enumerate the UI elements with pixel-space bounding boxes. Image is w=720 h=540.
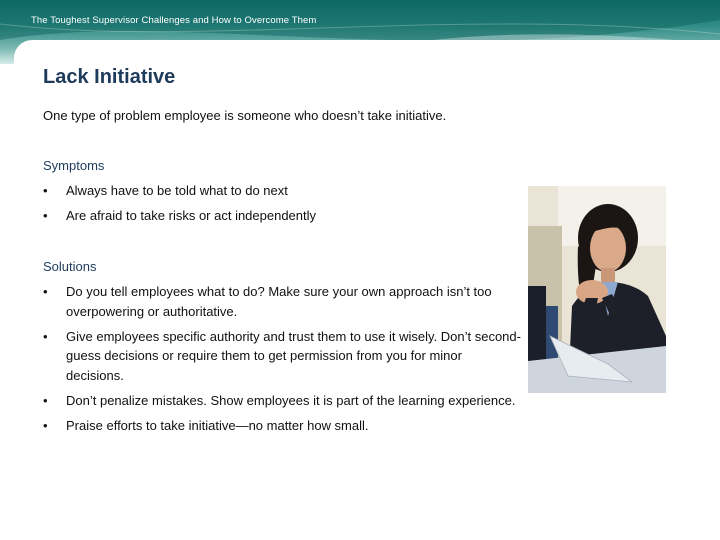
list-item bbox=[43, 391, 521, 411]
bullet-icon: • bbox=[43, 284, 48, 299]
woman-at-desk-photo bbox=[528, 186, 666, 393]
bullet-icon: • bbox=[43, 208, 48, 223]
symptoms-list bbox=[43, 181, 521, 231]
solution-text: Give employees specific authority and trust them to use it wisely. Don’t second-guess decisions or require them to get permission from you for minor decisions. bbox=[66, 328, 521, 383]
list-item bbox=[43, 181, 521, 201]
bullet-icon: • bbox=[43, 417, 48, 433]
slide-title: Lack Initiative bbox=[43, 66, 176, 88]
list-item bbox=[43, 327, 521, 386]
solution-text: Do you tell employees what to do? Make sure your own approach isn’t too overpowering or authoritative. bbox=[66, 284, 492, 319]
solutions-heading: Solutions bbox=[43, 259, 97, 274]
solutions-list bbox=[43, 282, 521, 441]
symptoms-heading: Symptoms bbox=[43, 158, 105, 173]
bullet-icon: • bbox=[43, 183, 48, 198]
solution-text: Don’t penalize mistakes. Show employees it is part of the learning experience. bbox=[66, 392, 516, 408]
symptom-text: Always have to be told what to do next bbox=[66, 183, 288, 198]
presentation-title: The Toughest Supervisor Challenges and How to Overcome Them bbox=[31, 15, 317, 26]
list-item bbox=[43, 416, 521, 436]
intro-text: One type of problem employee is someone who doesn’t take initiative. bbox=[43, 108, 447, 123]
bullet-icon: • bbox=[43, 392, 48, 408]
bullet-icon: • bbox=[43, 328, 48, 344]
symptom-text: Are afraid to take risks or act independently bbox=[66, 208, 317, 223]
solution-text: Praise efforts to take initiative—no matter how small. bbox=[66, 417, 369, 433]
list-item bbox=[43, 206, 521, 226]
list-item bbox=[43, 282, 521, 321]
